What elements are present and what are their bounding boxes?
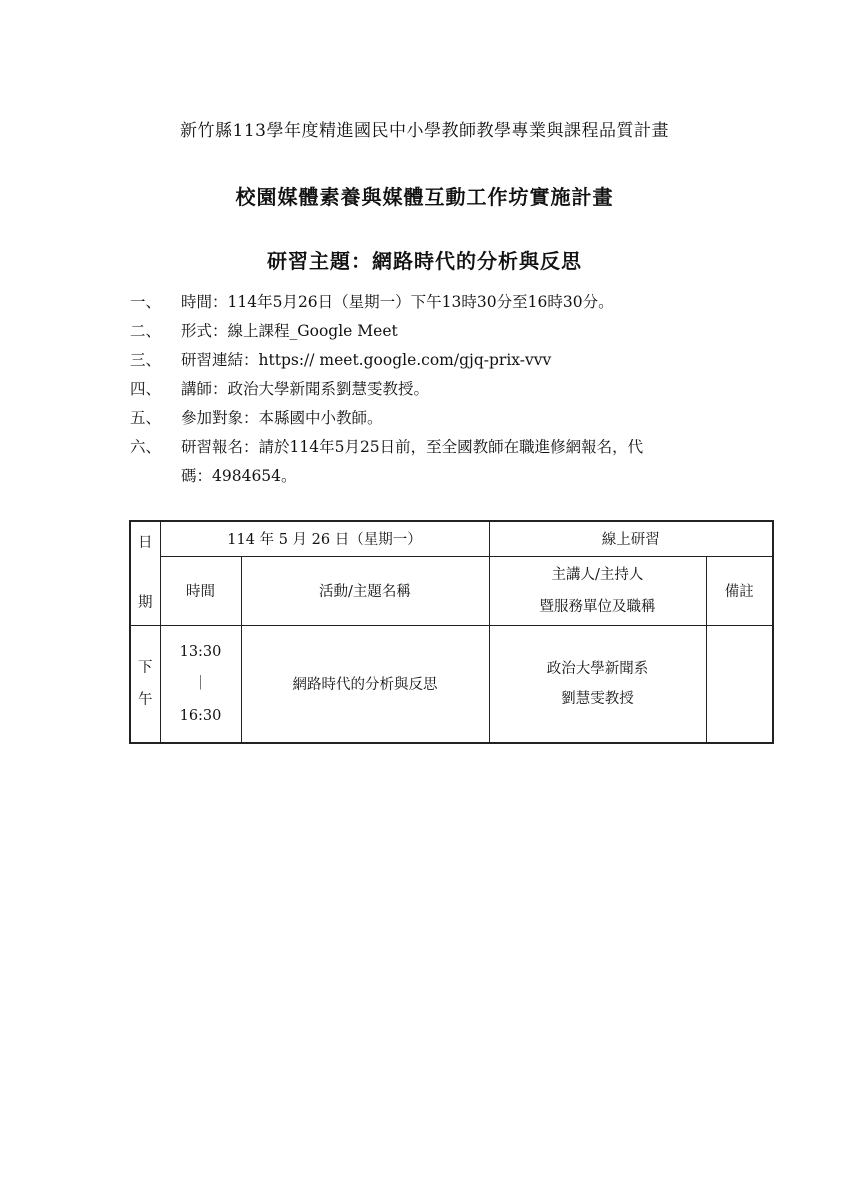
item-text: 研習連結：https:// meet.google.com/gjq-prix-vvv [181,351,552,369]
item-text: 參加對象：本縣國中小教師。 [181,409,383,427]
activity-cell: 網路時代的分析與反思 [241,625,489,743]
note-cell [706,625,773,743]
workshop-title: 校園媒體素養與媒體互動工作坊實施計畫 [235,185,614,209]
speaker-name: 劉慧雯教授 [561,690,634,707]
item-number: 一、 [130,293,162,311]
item-number: 二、 [130,322,162,340]
speaker-cell [489,625,706,743]
speaker-header-line: 主講人/主持人 [551,566,644,583]
item-number: 六、 [130,438,162,456]
list-item [130,346,750,375]
period-char: 午 [138,691,153,708]
table-row [130,521,773,556]
session-topic: 研習主題：網路時代的分析與反思 [267,249,582,273]
item-number: 四、 [130,380,162,398]
time-header: 時間 [160,556,241,625]
item-text: 講師：政治大學新聞系劉慧雯教授。 [181,380,430,398]
period-cell [130,625,160,743]
info-list [130,288,750,491]
period-char: 下 [138,659,153,676]
time-cell [160,625,241,743]
date-cell: 114 年 5 月 26 日（星期一） [160,521,489,556]
item-number: 五、 [130,409,162,427]
item-text-continued: 碼：4984654。 [181,467,297,485]
time-start: 13:30 [179,643,222,660]
list-item [130,433,750,491]
item-number: 三、 [130,351,162,369]
date-label-char: 期 [138,595,153,612]
list-item [130,375,750,404]
table-row [130,625,773,743]
plan-title: 新竹縣113學年度精進國民中小學教師教學專業與課程品質計畫 [180,121,669,141]
note-header: 備註 [706,556,773,625]
speaker-header [489,556,706,625]
time-end: 16:30 [179,707,222,724]
item-text: 研習報名：請於114年5月25日前，至全國教師在職進修網報名，代 [181,438,644,456]
activity-header: 活動/主題名稱 [241,556,489,625]
list-item [130,404,750,433]
table-row [130,556,773,625]
item-text: 形式：線上課程_Google Meet [181,322,398,340]
list-item [130,317,750,346]
speaker-affiliation: 政治大學新聞系 [546,660,649,677]
mode-cell: 線上研習 [489,521,773,556]
time-separator: ｜ [193,675,208,692]
list-item [130,288,750,317]
schedule-table [129,520,774,744]
item-text: 時間：114年5月26日（星期一）下午13時30分至16時30分。 [181,293,614,311]
date-label-char: 日 [138,535,153,552]
date-column-header [130,521,160,625]
speaker-header-line: 暨服務單位及職稱 [539,598,656,615]
